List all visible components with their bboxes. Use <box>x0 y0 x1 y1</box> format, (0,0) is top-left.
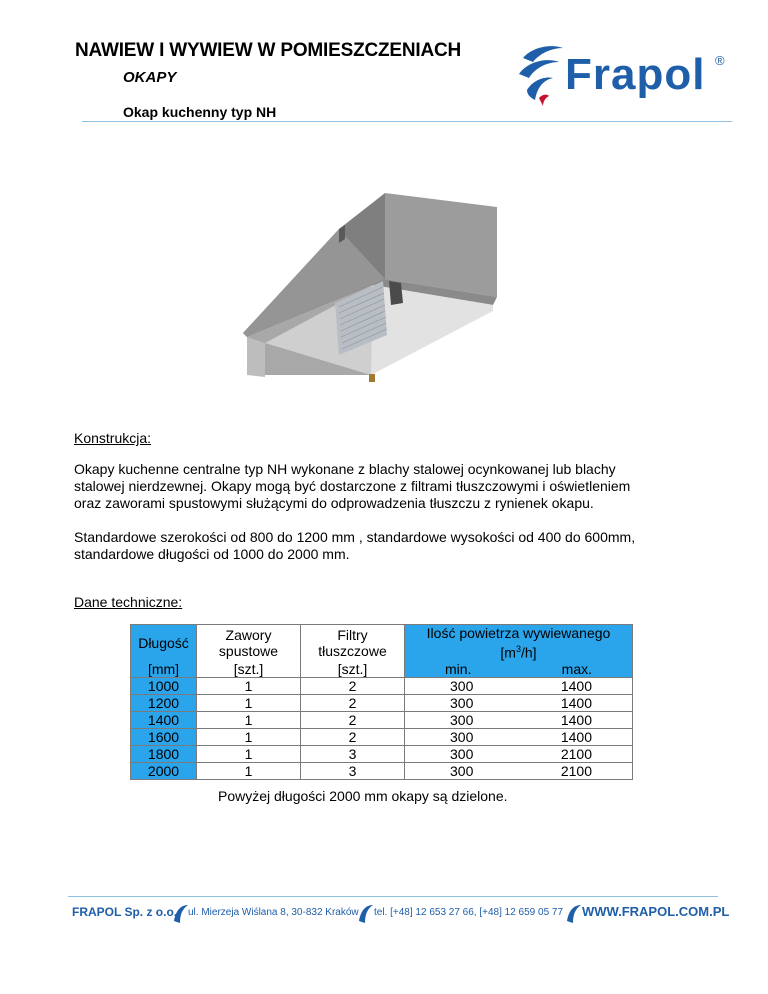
frapol-swoosh-icon <box>357 903 373 923</box>
table-cell: 2000 <box>131 762 197 779</box>
construction-description <box>74 461 695 512</box>
table-cell: 1600 <box>131 728 197 745</box>
table-cell: 1400 <box>131 711 197 728</box>
footer-address: ul. Mierzeja Wiślana 8, 30-832 Kraków <box>188 907 359 918</box>
dimensions-description <box>74 529 695 563</box>
split-note: Powyżej długości 2000 mm okapy są dzielone. <box>218 788 508 804</box>
air-max: 1400 <box>560 728 592 745</box>
table-cell: 3 <box>301 745 405 762</box>
table-cell: 1 <box>197 711 301 728</box>
footer-website[interactable]: WWW.FRAPOL.COM.PL <box>582 904 730 919</box>
air-min: 300 <box>450 745 474 762</box>
table-row <box>131 728 633 745</box>
table-cell: 2 <box>301 694 405 711</box>
header-length: Długość <box>131 625 197 661</box>
table-cell: 1 <box>197 728 301 745</box>
air-max: 2100 <box>560 762 592 779</box>
header-filters-unit: [szt.] <box>301 661 405 678</box>
product-title: Okap kuchenny typ NH <box>123 104 277 120</box>
table-cell: 1 <box>197 677 301 694</box>
page-title: NAWIEW I WYWIEW W POMIESZCZENIACH <box>75 40 462 61</box>
table-cell-air <box>405 728 633 745</box>
registered-mark: ® <box>715 53 725 68</box>
header-length-unit: [mm] <box>131 661 197 678</box>
air-max: 2100 <box>560 745 592 762</box>
construction-line: stalowej nierdzewnej. Okapy mogą być dostarczone z filtrami tłuszczowymi i oświetleniem <box>74 478 631 494</box>
table-cell: 1 <box>197 694 301 711</box>
air-min: 300 <box>450 677 474 694</box>
header-filters: Filtry tłuszczowe <box>301 625 405 661</box>
table-cell: 1800 <box>131 745 197 762</box>
technical-data-table <box>130 624 633 780</box>
technical-heading: Dane techniczne: <box>74 594 183 610</box>
table-row <box>131 677 633 694</box>
header-valves: Zawory spustowe <box>197 625 301 661</box>
frapol-swoosh-icon <box>565 903 581 923</box>
dimensions-line: Standardowe szerokości od 800 do 1200 mm , standardowe wysokości od 400 do 600mm, <box>74 529 636 545</box>
air-max: 1400 <box>560 711 592 728</box>
table-cell-air <box>405 677 633 694</box>
table-cell: 1 <box>197 762 301 779</box>
kitchen-hood-image <box>235 185 525 385</box>
table-cell: 1200 <box>131 694 197 711</box>
construction-heading: Konstrukcja: <box>74 430 152 446</box>
table-cell-air <box>405 745 633 762</box>
air-min: 300 <box>450 762 474 779</box>
air-min: 300 <box>450 711 474 728</box>
air-min: 300 <box>450 694 474 711</box>
air-max: 1400 <box>560 694 592 711</box>
header-divider <box>82 121 732 122</box>
table-cell: 2 <box>301 728 405 745</box>
table-row <box>131 745 633 762</box>
footer-phone: tel. [+48] 12 653 27 66, [+48] 12 659 05 77 <box>374 907 564 918</box>
table-row <box>131 694 633 711</box>
construction-line: Okapy kuchenne centralne typ NH wykonane z blachy stalowej ocynkowanej lub blachy <box>74 461 616 477</box>
air-min: 300 <box>450 728 474 745</box>
footer-company: FRAPOL Sp. z o.o. <box>72 905 178 919</box>
frapol-logo-text: Frapol <box>565 50 706 99</box>
header-air: Ilość powietrza wywiewanego $[m^3/h]$ <box>405 625 633 661</box>
construction-line: oraz zaworami spustowymi służącymi do odprowadzenia tłuszczu z rynienek okapu. <box>74 495 594 511</box>
table-cell-air <box>405 694 633 711</box>
table-cell: 3 <box>301 762 405 779</box>
table-row <box>131 762 633 779</box>
header-valves-unit: [szt.] <box>197 661 301 678</box>
frapol-swoosh-icon <box>172 903 188 923</box>
category-title: OKAPY <box>123 69 177 86</box>
footer <box>72 903 732 925</box>
table-cell: 1 <box>197 745 301 762</box>
table-cell: 1000 <box>131 677 197 694</box>
table-row <box>131 711 633 728</box>
header-min-max: min. max. <box>405 661 633 678</box>
dimensions-line: standardowe długości od 1000 do 2000 mm. <box>74 546 350 562</box>
table-cell: 2 <box>301 677 405 694</box>
footer-divider <box>68 896 718 897</box>
table-cell-air <box>405 711 633 728</box>
table-cell: 2 <box>301 711 405 728</box>
air-max: 1400 <box>560 677 592 694</box>
table-cell-air <box>405 762 633 779</box>
